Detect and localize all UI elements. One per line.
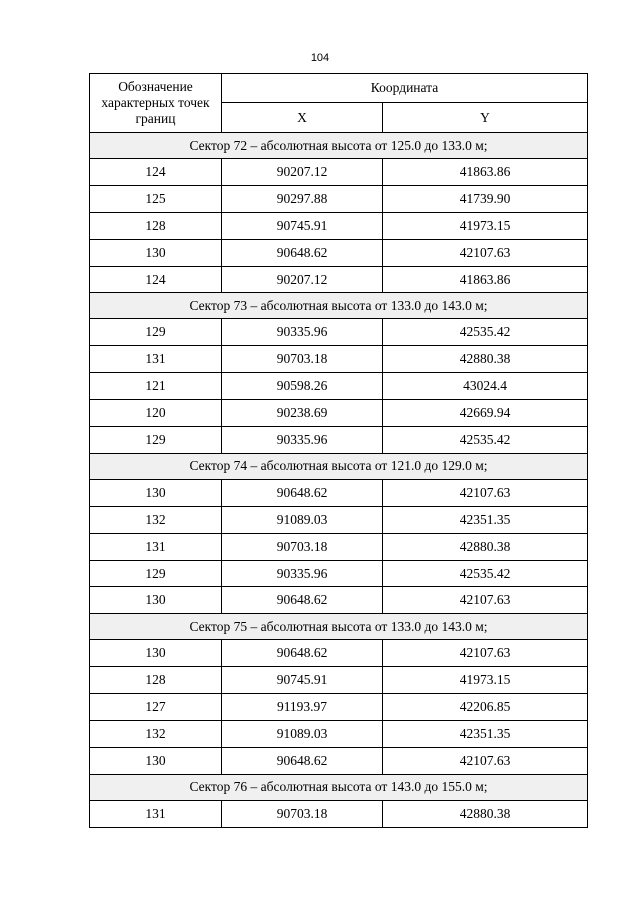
point-designation-header: Обозначение характерных точек границ (90, 74, 222, 133)
x-coordinate-cell: 90335.96 (222, 560, 383, 587)
table-row (90, 159, 588, 186)
x-coordinate-cell: 90238.69 (222, 400, 383, 427)
point-number-cell: 130 (90, 479, 222, 506)
x-coordinate-cell: 91089.03 (222, 721, 383, 748)
x-coordinate-cell: 90648.62 (222, 479, 383, 506)
x-coordinate-cell: 90703.18 (222, 533, 383, 560)
y-coordinate-cell: 42107.63 (383, 747, 588, 774)
table-row (90, 346, 588, 373)
y-coordinate-cell: 42535.42 (383, 560, 588, 587)
point-number-cell: 130 (90, 640, 222, 667)
point-number-cell: 130 (90, 587, 222, 614)
y-coordinate-cell: 41739.90 (383, 185, 588, 212)
point-number-cell: 127 (90, 694, 222, 721)
point-number-cell: 129 (90, 427, 222, 454)
y-coordinate-cell: 42351.35 (383, 506, 588, 533)
y-coordinate-cell: 42351.35 (383, 721, 588, 748)
x-coordinate-cell: 90335.96 (222, 319, 383, 346)
sector-row (90, 453, 588, 479)
table-row (90, 400, 588, 427)
sector-row (90, 774, 588, 800)
x-coordinate-cell: 90703.18 (222, 346, 383, 373)
table-row (90, 747, 588, 774)
x-coordinate-cell: 90207.12 (222, 266, 383, 293)
point-number-cell: 129 (90, 560, 222, 587)
point-number-cell: 132 (90, 506, 222, 533)
point-number-cell: 130 (90, 747, 222, 774)
table-row (90, 800, 588, 827)
sector-row (90, 133, 588, 159)
point-number-cell: 129 (90, 319, 222, 346)
table-row (90, 721, 588, 748)
page-number: 104 (310, 52, 330, 64)
point-number-cell: 132 (90, 721, 222, 748)
y-coordinate-cell: 42107.63 (383, 587, 588, 614)
point-number-cell: 128 (90, 667, 222, 694)
coordinates-table (89, 73, 588, 828)
x-coordinate-cell: 90648.62 (222, 640, 383, 667)
point-number-cell: 124 (90, 159, 222, 186)
table-row (90, 319, 588, 346)
point-number-cell: 130 (90, 239, 222, 266)
point-number-cell: 131 (90, 533, 222, 560)
sector-title: Сектор 73 – абсолютная высота от 133.0 до 143.0 м; (90, 293, 588, 319)
y-coordinate-cell: 42107.63 (383, 479, 588, 506)
y-coordinate-cell: 42669.94 (383, 400, 588, 427)
x-coordinate-cell: 91089.03 (222, 506, 383, 533)
y-column-header: Y (383, 103, 588, 133)
table-row (90, 479, 588, 506)
point-number-cell: 121 (90, 373, 222, 400)
y-coordinate-cell: 41973.15 (383, 212, 588, 239)
table-row (90, 587, 588, 614)
y-coordinate-cell: 42880.38 (383, 346, 588, 373)
x-coordinate-cell: 90648.62 (222, 239, 383, 266)
sector-title: Сектор 75 – абсолютная высота от 133.0 до 143.0 м; (90, 614, 588, 640)
y-coordinate-cell: 42107.63 (383, 239, 588, 266)
x-coordinate-cell: 90207.12 (222, 159, 383, 186)
point-number-cell: 131 (90, 800, 222, 827)
table-row (90, 212, 588, 239)
y-coordinate-cell: 42535.42 (383, 319, 588, 346)
table-row (90, 185, 588, 212)
x-coordinate-cell: 90648.62 (222, 587, 383, 614)
sector-row (90, 614, 588, 640)
point-number-cell: 120 (90, 400, 222, 427)
table-row (90, 694, 588, 721)
table-row (90, 373, 588, 400)
table-row (90, 667, 588, 694)
x-coordinate-cell: 90703.18 (222, 800, 383, 827)
y-coordinate-cell: 41863.86 (383, 159, 588, 186)
y-coordinate-cell: 42880.38 (383, 533, 588, 560)
table-row (90, 266, 588, 293)
table-row (90, 506, 588, 533)
y-coordinate-cell: 42535.42 (383, 427, 588, 454)
point-number-cell: 125 (90, 185, 222, 212)
x-coordinate-cell: 90297.88 (222, 185, 383, 212)
table-row (90, 239, 588, 266)
table-body (90, 133, 588, 828)
sector-title: Сектор 76 – абсолютная высота от 143.0 до 155.0 м; (90, 774, 588, 800)
x-column-header: X (222, 103, 383, 133)
x-coordinate-cell: 90745.91 (222, 667, 383, 694)
point-number-cell: 128 (90, 212, 222, 239)
table-row (90, 640, 588, 667)
x-coordinate-cell: 90335.96 (222, 427, 383, 454)
x-coordinate-cell: 90648.62 (222, 747, 383, 774)
point-number-cell: 124 (90, 266, 222, 293)
sector-title: Сектор 72 – абсолютная высота от 125.0 до 133.0 м; (90, 133, 588, 159)
y-coordinate-cell: 41973.15 (383, 667, 588, 694)
y-coordinate-cell: 41863.86 (383, 266, 588, 293)
coordinate-header: Координата (222, 74, 588, 103)
y-coordinate-cell: 42880.38 (383, 800, 588, 827)
y-coordinate-cell: 42206.85 (383, 694, 588, 721)
table-row (90, 533, 588, 560)
table-row (90, 560, 588, 587)
table-row (90, 427, 588, 454)
x-coordinate-cell: 90598.26 (222, 373, 383, 400)
x-coordinate-cell: 90745.91 (222, 212, 383, 239)
point-number-cell: 131 (90, 346, 222, 373)
sector-title: Сектор 74 – абсолютная высота от 121.0 до 129.0 м; (90, 453, 588, 479)
x-coordinate-cell: 91193.97 (222, 694, 383, 721)
y-coordinate-cell: 43024.4 (383, 373, 588, 400)
y-coordinate-cell: 42107.63 (383, 640, 588, 667)
sector-row (90, 293, 588, 319)
